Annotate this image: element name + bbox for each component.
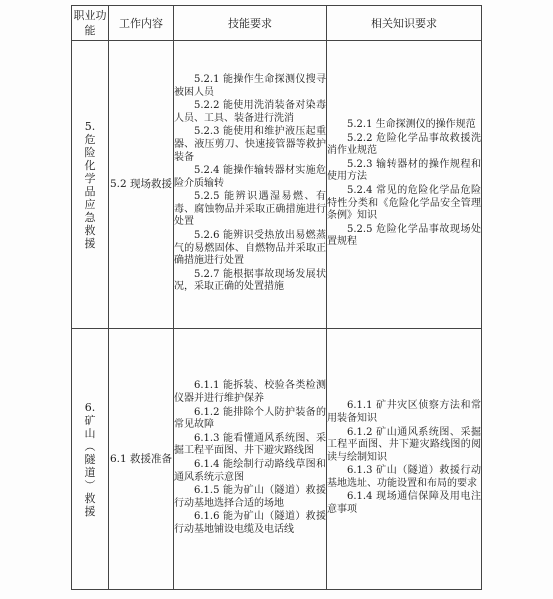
skill-item: 6.1.1 能拆装、校验各类检测仪器并进行维护保养 [174,380,326,405]
skills-cell [174,329,327,590]
function-char: 危 [84,132,96,146]
knowledge-item: 5.2.2 危险化学品事故救援洗消作业规范 [327,132,481,157]
table-row [72,329,482,590]
knowledge-item: 5.2.1 生命探测仪的操作规范 [347,119,476,131]
table-row [72,41,482,329]
function-cell [72,329,109,590]
function-char: 品 [84,184,96,198]
knowledge-item: 6.1.3 矿山（隧道）救援行动基地选址、功能设置和布局的要求 [327,465,481,489]
function-char: 救 [84,491,96,505]
function-char: 道 [84,465,96,479]
function-char: ︵ [84,439,96,453]
function-char: 学 [84,171,96,185]
skill-item: 5.2.5 能辨识遇湿易燃、有毒、腐蚀物品并采取正确措施进行处置 [174,191,326,228]
function-char: 救 [84,223,96,237]
work-cell: 6.1 救援准备 [109,329,174,590]
skill-item: 5.2.1 能操作生命探测仪搜寻被困人员 [174,73,326,98]
function-char: 5. [84,119,96,133]
function-char: 化 [84,158,96,172]
function-char: ︶ [84,478,96,492]
function-char: 矿 [84,413,96,427]
header-function: 职业功能 [72,6,109,41]
skill-item: 5.2.4 能操作输转器材实施危险介质输转 [174,165,326,189]
knowledge-item: 6.1.4 现场通信保障及用电注意事项 [327,491,481,516]
function-char: 援 [84,236,96,250]
knowledge-item: 5.2.3 输转器材的操作规程和使用方法 [327,158,481,183]
skill-item: 5.2.3 能使用和维护液压起重器、液压剪刀、快速接管器等救护装备 [174,126,326,163]
skill-item: 6.1.6 能为矿山（隧道）救援行动基地铺设电缆及电话线 [174,511,326,535]
function-char: 援 [84,504,96,518]
knowledge-item: 6.1.2 矿山通风系统图、采掘工程平面图、井下避灾路线图的阅读与绘制知识 [327,426,481,463]
work-cell: 5.2 现场救援 [109,41,174,329]
header-work: 工作内容 [109,6,174,41]
header-knowledge: 相关知识要求 [327,6,482,41]
knowledge-cell [327,41,482,329]
skills-cell [174,41,327,329]
skills-table [71,5,482,590]
header-skills: 技能要求 [174,6,327,41]
skill-item: 5.2.7 能根据事故现场发展状况，采取正确的处置措施 [174,268,326,293]
function-text [72,401,108,518]
skill-item: 5.2.6 能辨识受热放出易燃蒸气的易燃固体、自燃物品并采取正确措施进行处置 [174,230,326,267]
knowledge-item: 5.2.5 危险化学品事故现场处置规程 [327,223,481,248]
function-char: 山 [84,426,96,440]
function-char: 应 [84,197,96,211]
function-text [72,120,108,250]
knowledge-item: 5.2.4 常见的危险化学品危险特性分类和《危险化学品安全管理条例》知识 [327,185,481,222]
function-char: 急 [84,210,96,224]
table-header-row [72,6,482,41]
skill-item: 6.1.5 能为矿山（隧道）救援行动基地选择合适的场地 [174,485,326,509]
knowledge-cell [327,329,482,590]
skill-item: 6.1.2 能排除个人防护装备的常见故障 [174,406,326,431]
skill-item: 5.2.2 能使用洗消装备对染毒人员、工具、装备进行洗消 [174,100,326,124]
function-char: 险 [84,145,96,159]
skill-item: 6.1.4 能绘制行动路线草图和通风系统示意图 [174,459,326,483]
function-char: 隧 [84,452,96,466]
function-cell [72,41,109,329]
knowledge-item: 6.1.1 矿井灾区侦察方法和常用装备知识 [327,400,481,424]
function-char: 6. [84,400,96,414]
skill-item: 6.1.3 能看懂通风系统图、采掘工程平面图、井下避灾路线图 [174,432,326,457]
